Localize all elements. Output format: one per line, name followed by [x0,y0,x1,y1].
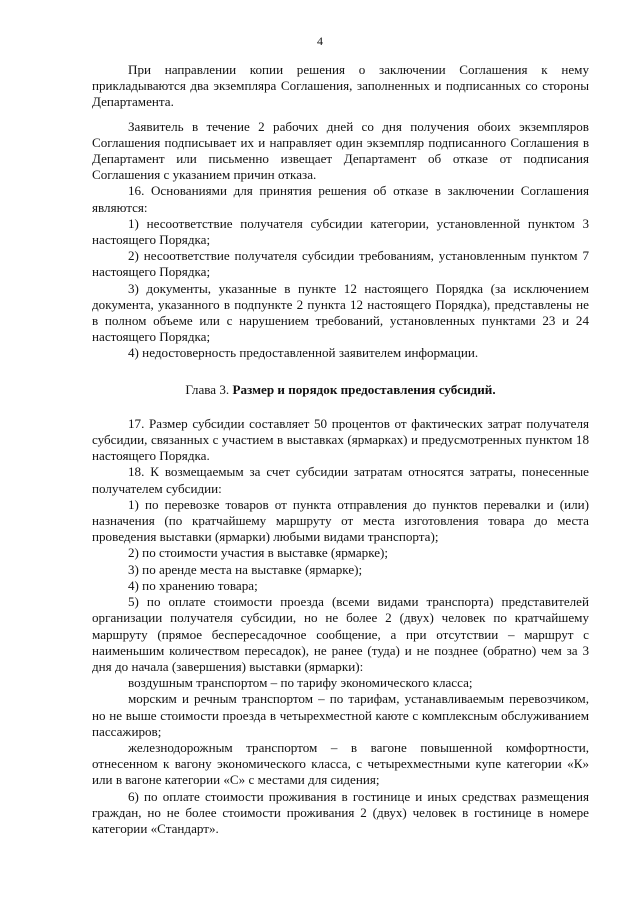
list-item: 4) по хранению товара; [128,577,258,593]
paragraph: 17. Размер субсидии составляет 50 процентов от фактических затрат получателя субсидии, связанных с участием в выставках (ярмарках) и предусмотренных пунктом 18 настоящего Порядка. [92,415,589,464]
paragraph: 16. Основаниями для принятия решения об отказе в заключении Соглашения являются: [92,183,589,215]
chapter-title: Размер и порядок предоставления субсидий. [232,381,496,397]
chapter-prefix: Глава 3. [185,381,233,397]
list-item: морским и речным транспортом – по тарифам, устанавливаемым перевозчиком, но не выше стоимости проезда в четырехместной каюте с комплексным обслуживанием пассажиров; [92,691,589,739]
list-item: 2) несоответствие получателя субсидии требованиям, установленным пунктом 7 настоящего Порядка; [92,248,589,280]
paragraph: При направлении копии решения о заключении Соглашения к нему прикладываются два экземпляра Соглашения, заполненных и подписанных со стороны Департамента. [92,62,589,110]
list-item: воздушным транспортом – по тарифу экономического класса; [128,675,473,691]
document-body [92,62,589,837]
list-item: 3) по аренде места на выставке (ярмарке); [128,561,363,577]
list-item: 2) по стоимости участия в выставке (ярмарке); [128,545,389,561]
list-item: 4) недостоверность предоставленной заявителем информации. [128,345,479,361]
page-number: 4 [317,34,323,48]
list-item: 3) документы, указанные в пункте 12 настоящего Порядка (за исключением документа, указанного в подпункте 2 пункта 12 настоящего Порядка), представлены не в полном объеме или с нарушением требований, установленных пунктами 23 и 24 настоящего Порядка; [92,280,589,345]
list-item: 5) по оплате стоимости проезда (всеми видами транспорта) представителей организации получателя субсидии, но не более 2 (двух) человек по кратчайшему маршруту (прямое беспересадочное сообщение, а при отсутствии – маршрут с наименьшим количеством пересадок), не ранее (туда) и не позднее (обратно) чем за 3 дня до начала (завершения) выставки (ярмарки): [92,594,589,674]
list-item: 1) по перевозке товаров от пункта отправления до пунктов перевалки и (или) назначения (по кратчайшему маршруту от места изготовления товара до места проведения выставки (ярмарки) любыми видами транспорта); [92,496,589,545]
paragraph: Заявитель в течение 2 рабочих дней со дня получения обоих экземпляров Соглашения подписывает их и направляет один экземпляр подписанного Соглашения в Департамент или письменно извещает Департамент об отказе от подписания Соглашения с указанием причин отказа. [92,118,589,183]
paragraph: 18. К возмещаемым за счет субсидии затратам относятся затраты, понесенные получателем субсидии: [92,464,589,496]
list-item: 6) по оплате стоимости проживания в гостинице и иных средствах размещения граждан, но не более стоимости проживания 2 (двух) человек в гостинице в номере категории «Стандарт». [92,788,589,836]
list-item: железнодорожным транспортом – в вагоне повышенной комфортности, отнесенном к вагону экономического класса, с четырехместными купе категории «К» или в вагоне категории «С» с местами для сидения; [92,739,589,788]
chapter-heading [92,382,589,398]
list-item: 1) несоответствие получателя субсидии категории, установленной пунктом 3 настоящего Порядка; [92,215,589,248]
